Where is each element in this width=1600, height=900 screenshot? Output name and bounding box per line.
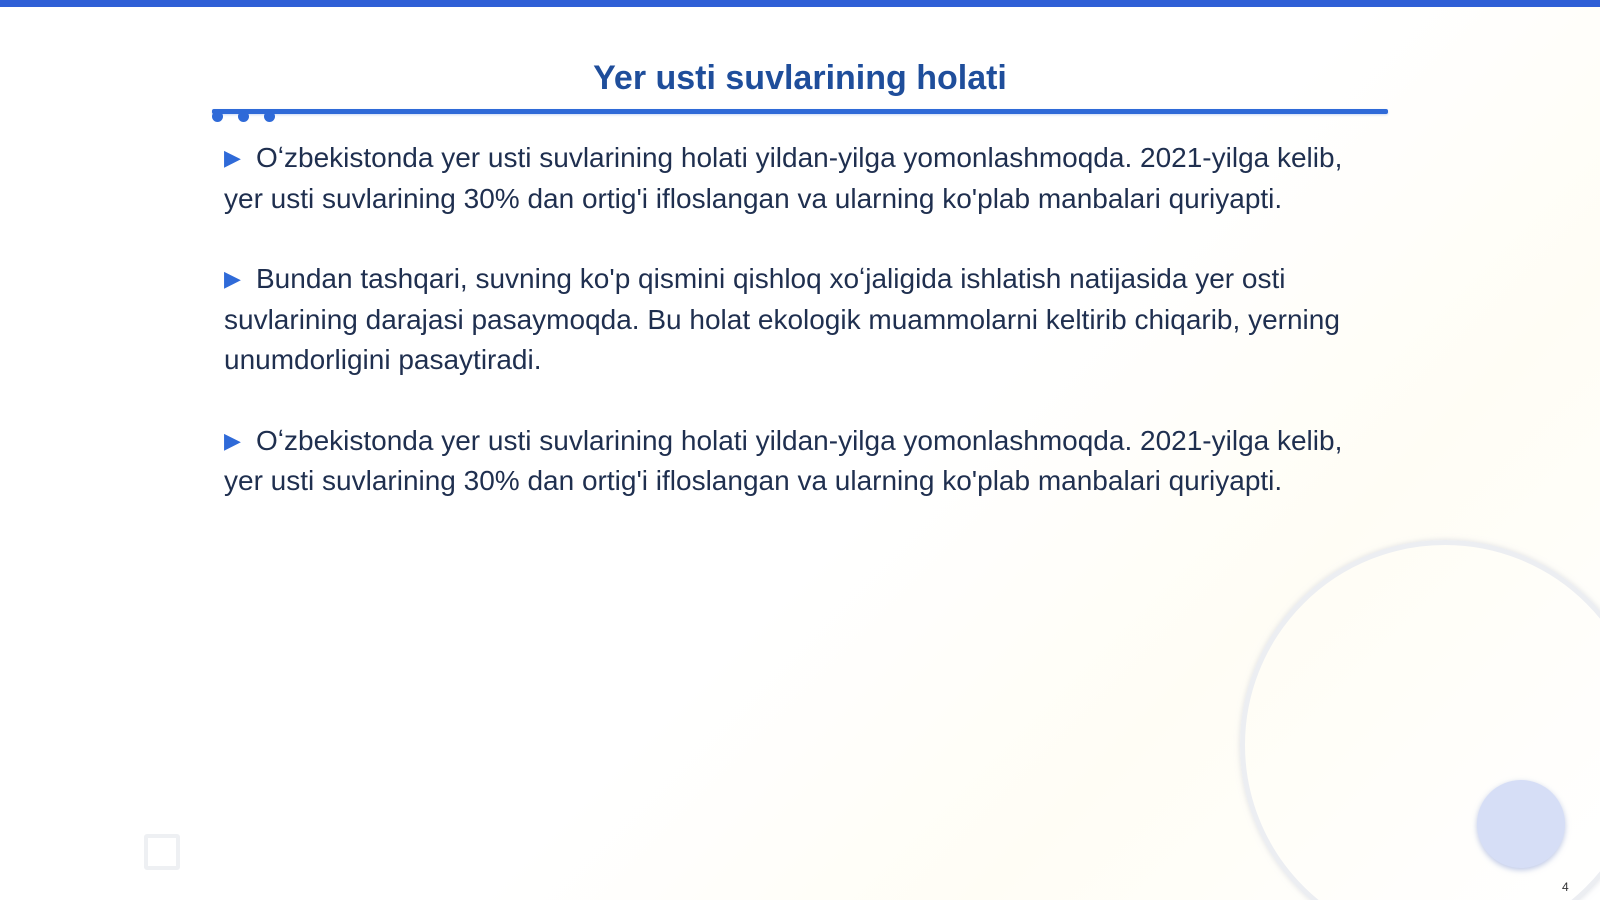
triangle-right-icon: ▶	[224, 266, 241, 291]
page-number: 4	[1562, 880, 1569, 894]
bullet-text: Oʻzbekistonda yer usti suvlarining holati yildan-yilga yomonlashmoqda. 2021-yilga kelib, yer usti suvlarining 30% dan ortig'i ifloslangan va ularning ko'plab manbalari quriyapti.	[224, 142, 1343, 214]
dot-icon	[212, 111, 223, 122]
bullet-text: Oʻzbekistonda yer usti suvlarining holati yildan-yilga yomonlashmoqda. 2021-yilga kelib, yer usti suvlarining 30% dan ortig'i ifloslangan va ularning ko'plab manbalari quriyapti.	[224, 424, 1343, 496]
dot-icon	[238, 111, 249, 122]
slide-title: Yer usti suvlarining holati	[593, 59, 1007, 97]
bullet-text: Bundan tashqari, suvning ko'p qismini qishloq xoʻjaligida ishlatish natijasida yer osti suvlarining darajasi pasaymoqda. Bu holat ekologik muammolarni keltirib chiqarib, yerning unumdorligini pasaytiradi.	[224, 263, 1340, 375]
decorative-circle	[1477, 780, 1565, 868]
decorative-square	[144, 834, 180, 870]
bullet-item	[224, 421, 1374, 502]
triangle-right-icon: ▶	[224, 145, 241, 170]
title-underline	[212, 109, 1388, 114]
top-accent-bar	[0, 0, 1600, 7]
bullet-list	[224, 138, 1374, 542]
bullet-item	[224, 259, 1374, 381]
bullet-item	[224, 138, 1374, 219]
triangle-right-icon: ▶	[224, 427, 241, 453]
title-dots	[212, 111, 292, 125]
dot-icon	[264, 111, 275, 122]
